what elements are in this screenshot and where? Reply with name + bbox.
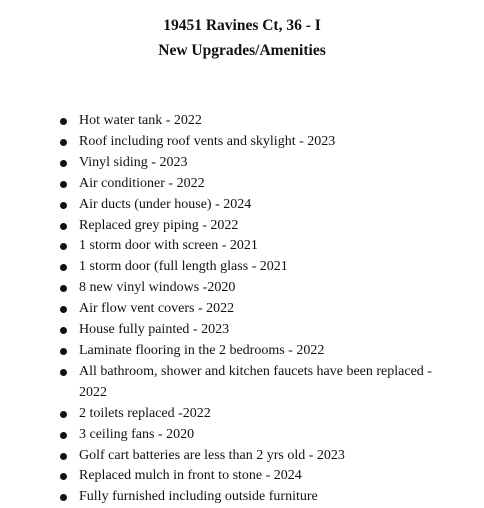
bullet-icon (60, 264, 67, 271)
list-item (0, 466, 484, 487)
list-item-text: Vinyl siding - 2023 (79, 154, 188, 170)
list-item-text: 1 storm door (full length glass - 2021 (79, 259, 288, 275)
bullet-icon (60, 118, 67, 125)
list-item-text: Golf cart batteries are less than 2 yrs old - 2023 (79, 447, 345, 463)
list-item-text: All bathroom, shower and kitchen faucets have been replaced - (79, 363, 432, 379)
list-item (0, 132, 484, 153)
list-item (0, 153, 484, 174)
bullet-icon (60, 473, 67, 480)
list-item-text: 1 storm door with screen - 2021 (79, 238, 258, 254)
list-item (0, 299, 484, 320)
list-item-text: 8 new vinyl windows -2020 (79, 280, 236, 296)
list-item (0, 257, 484, 278)
list-item-text: Laminate flooring in the 2 bedrooms - 2022 (79, 342, 325, 358)
list-item-text: Roof including roof vents and skylight - 2023 (79, 133, 336, 149)
list-item-text: House fully painted - 2023 (79, 322, 230, 338)
list-item (0, 404, 484, 425)
list-item-text: Hot water tank - 2022 (79, 113, 202, 128)
list-item (0, 195, 484, 216)
list-item-text: Air flow vent covers - 2022 (79, 301, 235, 317)
document-subtitle: New Upgrades/Amenities (158, 42, 326, 59)
list-item-text: Fully furnished including outside furniture (79, 489, 318, 505)
list-item-text: Air ducts (under house) - 2024 (79, 196, 252, 212)
bullet-icon (60, 160, 67, 167)
bullet-icon (60, 285, 67, 292)
list-item-text: Air conditioner - 2022 (79, 175, 205, 191)
list-item-text-continuation: 2022 (79, 384, 107, 400)
bullet-icon (60, 306, 67, 313)
bullet-icon (60, 202, 67, 209)
bullet-icon (60, 139, 67, 146)
list-item (0, 341, 484, 362)
list-item-text: 2 toilets replaced -2022 (79, 405, 211, 421)
list-item (0, 216, 484, 237)
list-item (0, 446, 484, 467)
list-item (0, 425, 484, 446)
bullet-icon (60, 327, 67, 334)
amenities-list (0, 111, 484, 508)
bullet-icon (60, 432, 67, 439)
bullet-icon (60, 369, 67, 376)
list-item-text: Replaced grey piping - 2022 (79, 217, 239, 233)
bullet-icon (60, 243, 67, 250)
bullet-icon (60, 494, 67, 501)
bullet-icon (60, 453, 67, 460)
list-item-text: Replaced mulch in front to stone - 2024 (79, 468, 302, 484)
list-item (0, 111, 484, 132)
list-item-text: 3 ceiling fans - 2020 (79, 426, 195, 442)
list-item (0, 278, 484, 299)
list-item (0, 320, 484, 341)
bullet-icon (60, 348, 67, 355)
list-item (0, 236, 484, 257)
list-item (0, 362, 484, 404)
bullet-icon (60, 181, 67, 188)
bullet-icon (60, 411, 67, 418)
bullet-icon (60, 223, 67, 230)
list-item (0, 487, 484, 508)
document-title: 19451 Ravines Ct, 36 - I (163, 17, 321, 34)
list-item (0, 174, 484, 195)
